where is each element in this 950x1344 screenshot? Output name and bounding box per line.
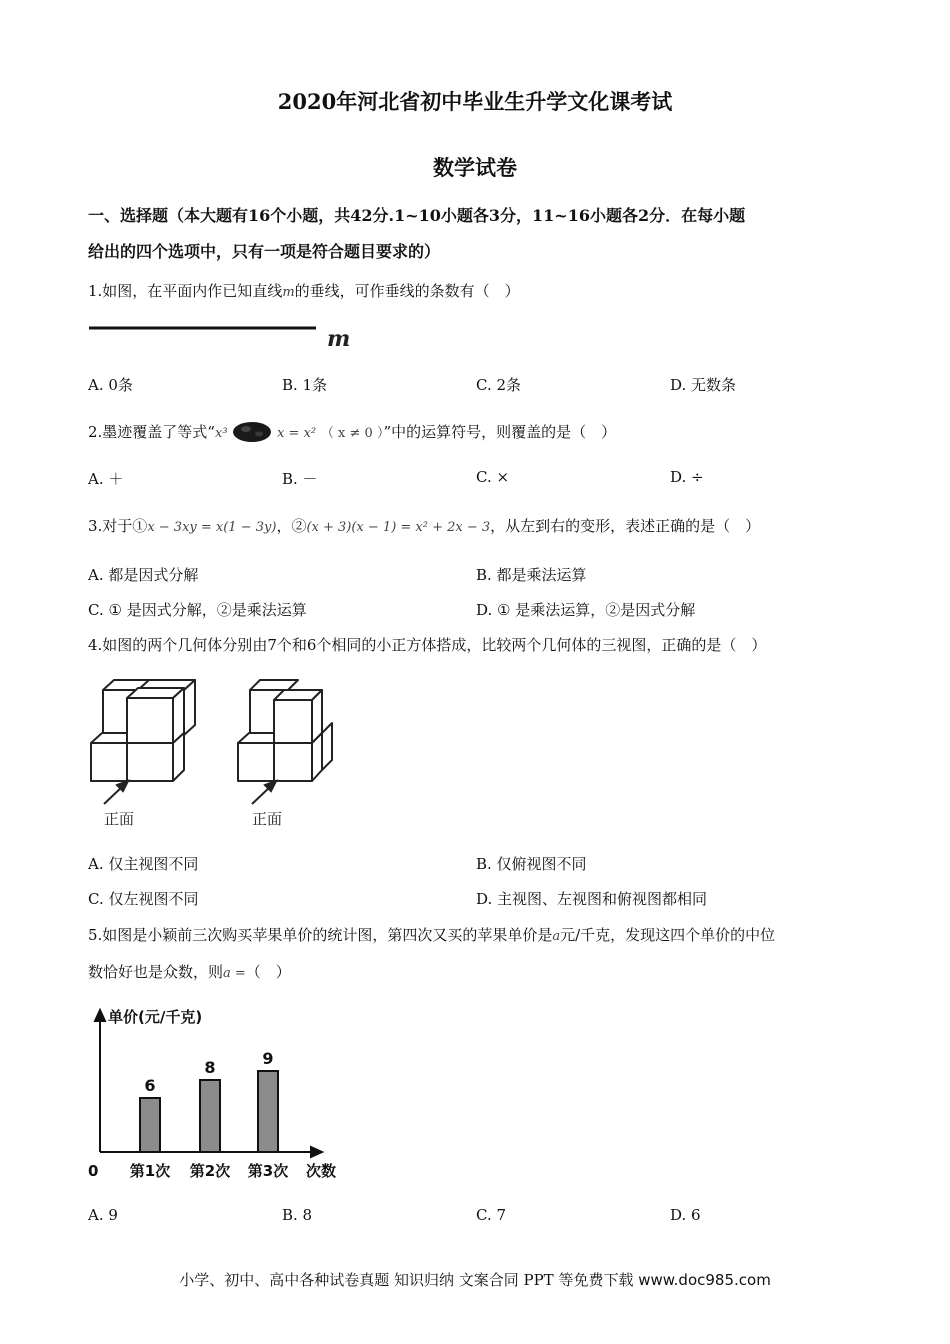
section-heading-line1: 一、选择题（本大题有16个小题，共42分.1~10小题各3分，11~16小题各2分．在每小题	[88, 206, 746, 225]
data-label-2: 8	[204, 1058, 216, 1077]
question-5-text-a: 5.如图是小颖前三次购买苹果单价的统计图，第四次又买的苹果单价是	[88, 926, 553, 944]
q5-option-b[interactable]: B. 8	[282, 1206, 313, 1224]
q1-option-b[interactable]: B. 1条	[282, 376, 328, 394]
q1-option-a[interactable]: A. 0条	[88, 376, 133, 394]
q3-option-d[interactable]: D. ① 是乘法运算，②是因式分解	[476, 601, 696, 619]
question-5-var-2: a =	[223, 966, 246, 981]
footer-text: 小学、初中、高中各种试卷真题 知识归纳 文案合同 PPT 等免费下载	[179, 1271, 634, 1289]
question-5-text-d: （ ）	[245, 963, 291, 981]
question-2-expr-left: x³	[214, 426, 228, 441]
question-2	[88, 421, 616, 443]
q2-option-c[interactable]: C. ×	[476, 468, 510, 486]
x-axis-label: 次数	[306, 1162, 337, 1180]
ink-blot-icon	[232, 421, 272, 443]
question-3-text-a: 3.对于①	[88, 517, 148, 535]
y-axis-arrow	[95, 1010, 105, 1021]
q2-option-d[interactable]: D. ÷	[670, 468, 704, 486]
question-5-line2	[88, 961, 291, 982]
q2-option-a[interactable]: A. ＋	[88, 470, 124, 488]
bar-chart	[82, 1004, 362, 1190]
question-2-text-a: 2.墨迹覆盖了等式“	[88, 423, 215, 441]
question-1-var: m	[282, 285, 295, 300]
bar-group	[130, 1049, 288, 1180]
question-5-line1	[88, 924, 775, 945]
question-3	[88, 515, 760, 536]
question-5-text-b: 元/千克，发现这四个单价的中位	[560, 926, 776, 944]
bar-3	[258, 1071, 278, 1152]
question-5-var: a	[552, 929, 561, 944]
section-heading-line2: 给出的四个选项中，只有一项是符合题目要求的）	[88, 242, 441, 261]
question-1-text-b: 的垂线，可作垂线的条数有（ ）	[294, 282, 520, 300]
question-1-figure	[86, 318, 366, 354]
q1-option-c[interactable]: C. 2条	[476, 376, 522, 394]
q3-option-c[interactable]: C. ① 是因式分解，②是乘法运算	[88, 601, 307, 619]
exam-subtitle: 数学试卷	[433, 155, 517, 180]
question-3-expr-2: (x + 3)(x − 1) = x² + 2x − 3	[306, 520, 491, 535]
question-5-text-c: 数恰好也是众数，则	[88, 963, 224, 981]
q4-option-b[interactable]: B. 仅俯视图不同	[476, 855, 587, 873]
solid-one	[91, 680, 195, 781]
front-label-1: 正面	[104, 810, 135, 828]
question-2-text-b: ”中的运算符号，则覆盖的是（ ）	[383, 423, 617, 441]
front-label-2: 正面	[252, 810, 283, 828]
question-3-text-b: ，从左到右的变形，表述正确的是（ ）	[490, 517, 761, 535]
question-1	[88, 280, 520, 301]
q2-option-b[interactable]: B. －	[282, 470, 318, 488]
question-4-figure	[86, 672, 346, 832]
question-3-expr-1: x − 3xy = x(1 − 3y)	[147, 520, 277, 535]
q5-option-d[interactable]: D. 6	[670, 1206, 701, 1224]
question-2-expr-right: x = x²	[277, 426, 317, 441]
footer	[0, 1269, 950, 1290]
x-axis-arrow	[311, 1147, 322, 1157]
question-3-sep: ，②	[276, 517, 307, 535]
bar-1	[140, 1098, 160, 1152]
q4-option-d[interactable]: D. 主视图、左视图和俯视图都相同	[476, 890, 708, 908]
category-label-1: 第1次	[129, 1162, 171, 1180]
q1-option-d[interactable]: D. 无数条	[670, 376, 737, 394]
question-2-condition: （ x ≠ 0 ）	[320, 426, 384, 441]
bar-2	[200, 1080, 220, 1152]
q4-option-a[interactable]: A. 仅主视图不同	[88, 855, 199, 873]
solid-two	[238, 680, 332, 781]
q5-option-c[interactable]: C. 7	[476, 1206, 507, 1224]
q5-option-a[interactable]: A. 9	[88, 1206, 118, 1224]
footer-url[interactable]: www.doc985.com	[638, 1271, 771, 1289]
exam-title: 2020年河北省初中毕业生升学文化课考试	[277, 89, 673, 114]
q3-option-b[interactable]: B. 都是乘法运算	[476, 566, 587, 584]
q3-option-a[interactable]: A. 都是因式分解	[88, 566, 199, 584]
line-m-label: m	[327, 326, 351, 352]
data-label-3: 9	[262, 1049, 274, 1068]
y-axis-label: 单价(元/千克)	[108, 1008, 203, 1026]
q4-option-c[interactable]: C. 仅左视图不同	[88, 890, 199, 908]
question-4: 4.如图的两个几何体分别由7个和6个相同的小正方体搭成，比较两个几何体的三视图，正确的是（ ）	[88, 636, 767, 654]
origin-label: 0	[88, 1162, 99, 1180]
section-heading	[88, 198, 878, 270]
category-label-2: 第2次	[189, 1162, 231, 1180]
data-label-1: 6	[144, 1076, 156, 1095]
category-label-3: 第3次	[247, 1162, 289, 1180]
question-1-text-a: 1.如图，在平面内作已知直线	[88, 282, 283, 300]
